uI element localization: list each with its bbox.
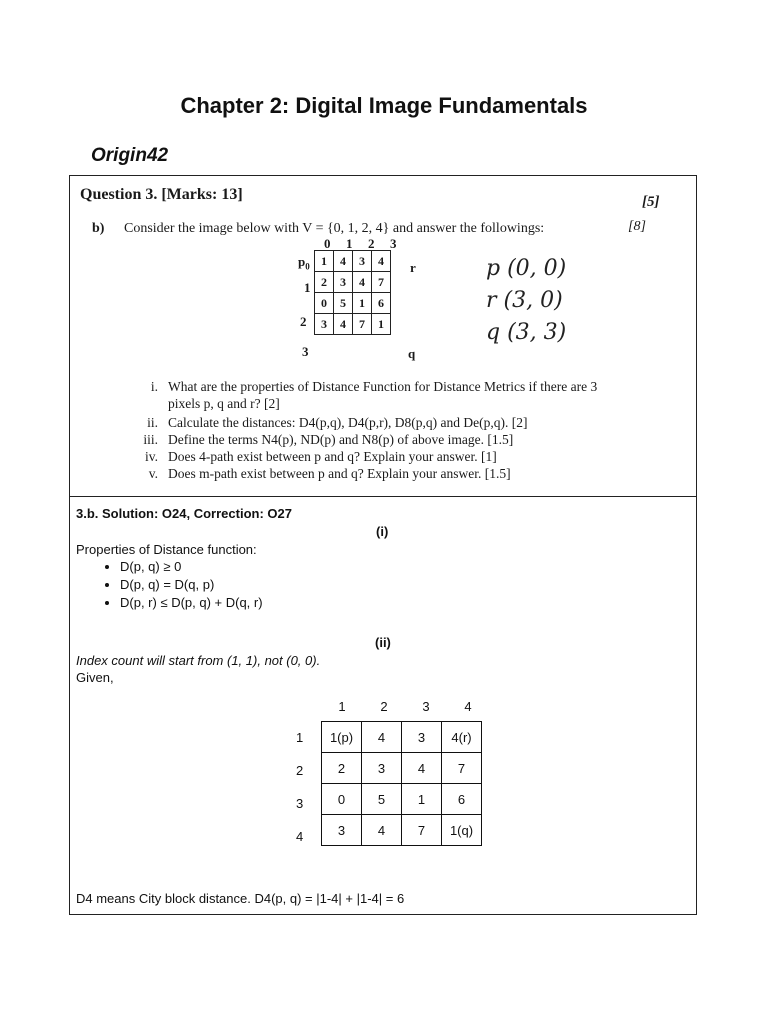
given-label: Given,: [76, 670, 114, 685]
handwritten-note: p (0, 0): [486, 256, 567, 281]
grid-cell: 3: [353, 251, 372, 272]
table-cell: 7: [442, 753, 482, 784]
part-label: b): [92, 221, 105, 236]
given-table: [321, 721, 482, 846]
column-header: 1: [338, 699, 346, 714]
section-title: Origin42: [91, 145, 169, 166]
row-header: 2: [296, 763, 304, 778]
grid-cell: 4: [334, 314, 353, 335]
row-label: 1: [304, 280, 311, 295]
image-grid: [314, 250, 391, 335]
d4-explanation: D4 means City block distance. D4(p, q) = |1-4| + |1-4| = 6: [76, 891, 405, 906]
grid-cell: 4: [334, 251, 353, 272]
question-item: v. Does m-path exist between p and q? Explain your answer. [1.5]: [148, 466, 511, 481]
answer-section: [70, 497, 696, 915]
part-text: Consider the image below with V = {0, 1, 2, 4} and answer the followings:: [124, 221, 545, 236]
properties-title: Properties of Distance function:: [76, 542, 257, 557]
answer-heading: 3.b. Solution: O24, Correction: O27: [76, 506, 292, 521]
r-label: r: [410, 260, 416, 275]
table-cell: 6: [442, 784, 482, 815]
row-label: 3: [302, 344, 309, 359]
table-cell: 1: [402, 784, 442, 815]
property-item: • D(p, q) ≥ 0: [120, 558, 263, 576]
q-label: q: [408, 346, 416, 361]
col-label: 2: [368, 236, 375, 251]
grid-cell: 6: [372, 293, 391, 314]
table-cell: 1(p): [322, 722, 362, 753]
question-answer-frame: [69, 175, 697, 915]
grid-cell: 7: [353, 314, 372, 335]
table-cell: 3: [362, 753, 402, 784]
grid-cell: 1: [315, 251, 334, 272]
question-item: iii. Define the terms N4(p), ND(p) and N8(p) of above image. [1.5]: [143, 432, 514, 447]
property-item: • D(p, r) ≤ D(p, q) + D(q, r): [120, 594, 263, 612]
p-label: $p_0$: [298, 254, 310, 272]
part-mark: [8]: [628, 219, 646, 234]
question-scan: [70, 176, 696, 497]
table-cell: 5: [362, 784, 402, 815]
grid-cell: 2: [315, 272, 334, 293]
table-cell: 0: [322, 784, 362, 815]
part-i-label: (i): [376, 524, 389, 539]
top-mark: [5]: [642, 194, 660, 210]
document-title: Chapter 2: Digital Image Fundamentals: [180, 93, 588, 118]
row-label: 2: [300, 314, 307, 329]
grid-cell: 0: [315, 293, 334, 314]
row-header: 3: [296, 796, 304, 811]
grid-cell: 7: [372, 272, 391, 293]
table-cell: 7: [402, 815, 442, 846]
row-header: 1: [296, 730, 304, 745]
table-cell: 4: [362, 815, 402, 846]
grid-cell: 4: [353, 272, 372, 293]
table-cell: 3: [402, 722, 442, 753]
col-label: 1: [346, 236, 353, 251]
question-heading: Question 3. [Marks: 13]: [80, 186, 243, 203]
column-header: 4: [464, 699, 472, 714]
grid-cell: 4: [372, 251, 391, 272]
properties-list: [90, 558, 263, 612]
table-cell: 4(r): [442, 722, 482, 753]
table-cell: 2: [322, 753, 362, 784]
col-label: 3: [390, 236, 397, 251]
table-cell: 1(q): [442, 815, 482, 846]
property-item: • D(p, q) = D(q, p): [120, 576, 263, 594]
handwritten-note: q (3, 3): [486, 320, 567, 345]
col-label: 0: [324, 236, 331, 251]
question-item: i. What are the properties of Distance Function for Distance Metrics if there are 3 pixels p, q and r? [2]: [150, 379, 598, 411]
question-item: ii. Calculate the distances: D4(p,q), D4(p,r), D8(p,q) and De(p,q). [2]: [147, 415, 528, 430]
part-ii-label: (ii): [375, 635, 391, 650]
grid-cell: 3: [315, 314, 334, 335]
row-header: 4: [296, 829, 304, 844]
grid-cell: 1: [353, 293, 372, 314]
table-cell: 4: [362, 722, 402, 753]
table-cell: 3: [322, 815, 362, 846]
column-header: 3: [422, 699, 430, 714]
question-items: [132, 378, 598, 482]
handwritten-note: r (3, 0): [486, 288, 563, 313]
question-item: iv. Does 4-path exist between p and q? Explain your answer. [1]: [145, 449, 497, 464]
grid-cell: 1: [372, 314, 391, 335]
index-note: Index count will start from (1, 1), not (0, 0).: [76, 653, 321, 668]
grid-cell: 3: [334, 272, 353, 293]
grid-cell: 5: [334, 293, 353, 314]
column-header: 2: [380, 699, 388, 714]
table-cell: 4: [402, 753, 442, 784]
